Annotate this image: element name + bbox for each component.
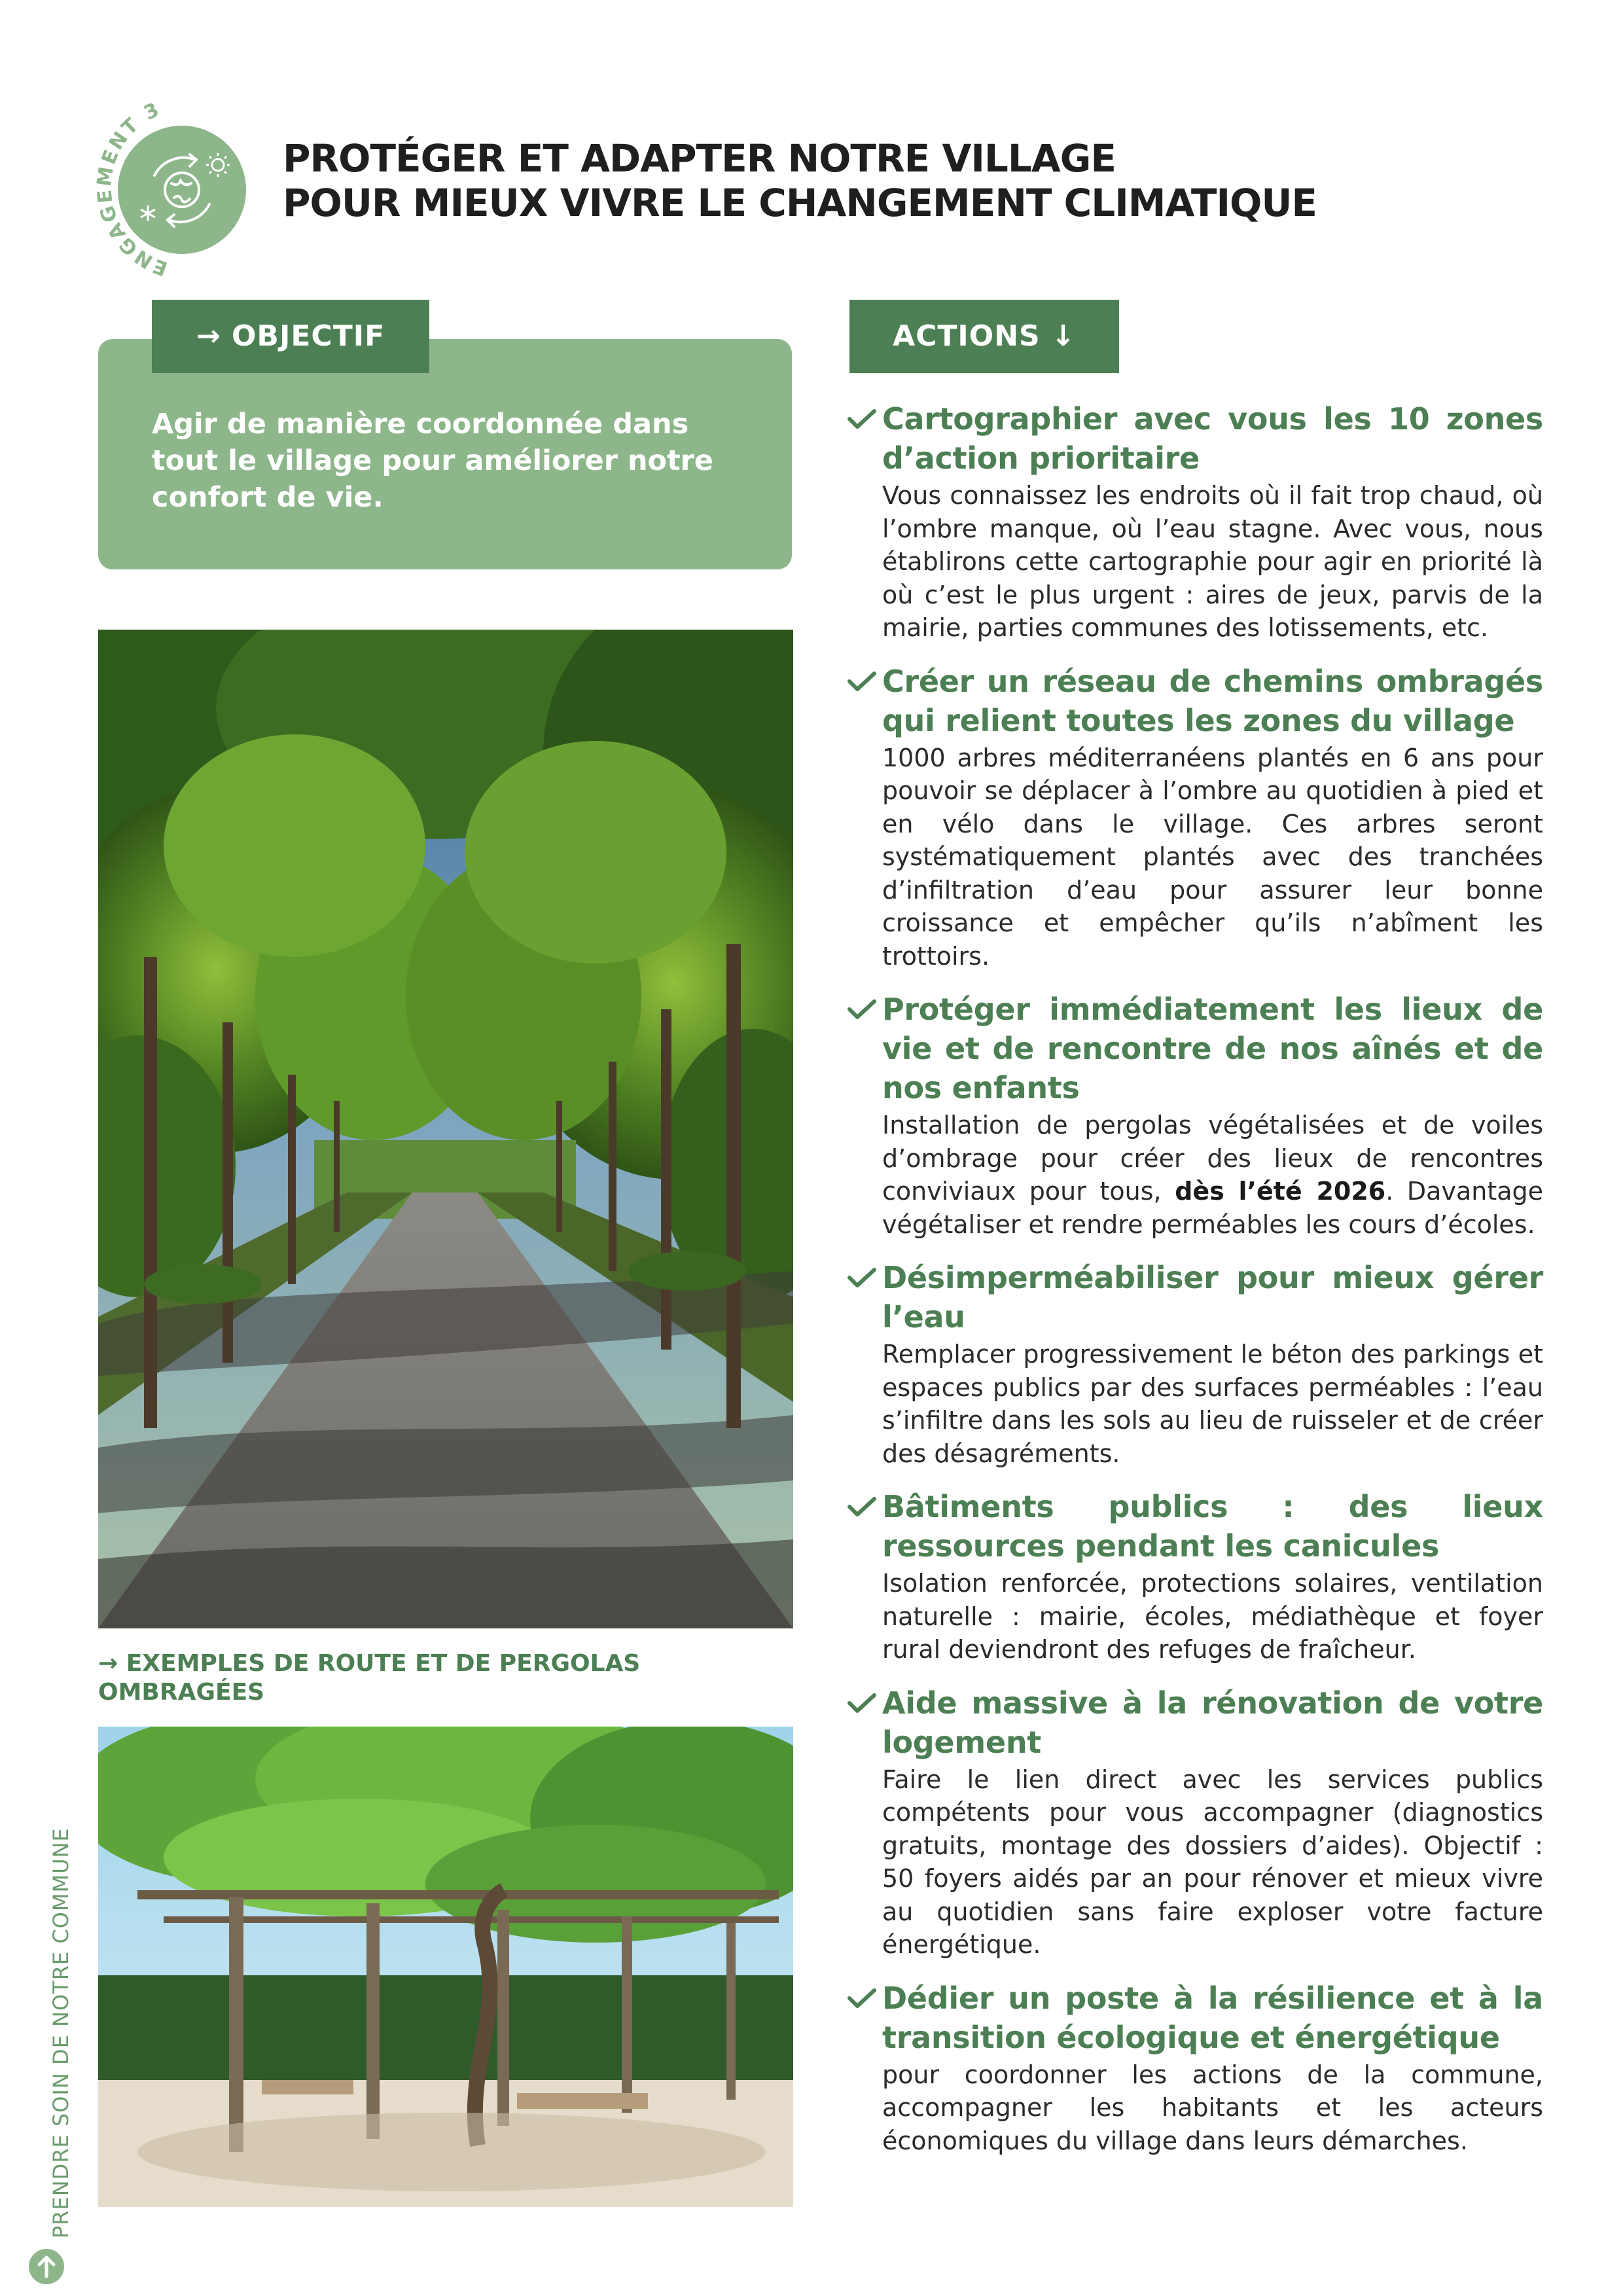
page-title-line2: POUR MIEUX VIVRE LE CHANGEMENT CLIMATIQUE [283, 181, 1317, 225]
action-body: Isolation renforcée, protections solaires, ventilation naturelle : mairie, écoles, médiathèque et foyer rural deviendront des refuges de fraîcheur. [882, 1569, 1543, 1664]
action-item [844, 662, 1543, 973]
action-title: Aide massive à la rénovation de votre logement [882, 1685, 1543, 1760]
check-icon [847, 1496, 877, 1518]
check-icon [847, 1988, 877, 2010]
badge-text: ENGAGEMENT 3 [92, 98, 171, 280]
objective-tag: → OBJECTIF [152, 300, 429, 373]
action-title: Désimperméabiliser pour mieux gérer l’eau [882, 1260, 1543, 1335]
action-body: Remplacer progressivement le béton des parkings et espaces publics par des surfaces perméables : l’eau s’infiltre dans les sols au lieu de ruisseler et de créer des désagréments. [882, 1340, 1543, 1468]
check-icon [847, 671, 877, 693]
check-icon [847, 408, 877, 431]
action-title: Bâtiments publics : des lieux ressources pendant les canicules [882, 1489, 1543, 1564]
action-title: Cartographier avec vous les 10 zones d’action prioritaire [882, 401, 1543, 476]
action-body-text: . Davantage végétaliser et rendre perméables les cours d’écoles. [882, 1177, 1544, 1239]
section-side-label: PRENDRE SOIN DE NOTRE COMMUNE [48, 1827, 73, 2238]
action-item [844, 1979, 1543, 2158]
arrow-up-circle-icon [27, 2248, 65, 2286]
action-item [844, 990, 1543, 1241]
page-title [283, 136, 1395, 225]
action-title: Créer un réseau de chemins ombragés qui relient toutes les zones du village [882, 663, 1543, 738]
objective-text: Agir de manière coordonnée dans tout le village pour améliorer notre confort de vie. [152, 408, 714, 514]
action-body: Vous connaissez les endroits où il fait trop chaud, où l’ombre manque, où l’eau stagne. Avec vous, nous établirons cette cartographie pour agir en priorité là où c’est le plus urgent : aires de jeux, parvis de la mairie, parties communes des lotissements, etc. [882, 481, 1543, 642]
actions-list [844, 399, 1543, 2157]
action-body: 1000 arbres méditerranéens plantés en 6 ans pour pouvoir se déplacer à l’ombre au quotidien à pied et en vélo dans le village. Ces arbres seront systématiquement plantés avec des tranchées d’infiltration d’eau pour assurer leur bonne croissance et empêcher qu’ils n’abîment les trottoirs. [882, 743, 1543, 971]
check-icon [847, 1267, 877, 1289]
engagement-badge [84, 92, 274, 281]
action-body-text: Installation de pergolas végétalisées et de voiles d’ombrage pour créer des lieux de rencontres conviviaux pour tous, [882, 1111, 1543, 1206]
action-title: Protéger immédiatement les lieux de vie et de rencontre de nos aînés et de nos enfants [882, 992, 1543, 1105]
pergola-photo [98, 1727, 793, 2207]
page-title-line1: PROTÉGER ET ADAPTER NOTRE VILLAGE [283, 136, 1116, 181]
photo-caption: → EXEMPLES DE ROUTE ET DE PERGOLAS OMBRAGÉES [98, 1650, 641, 1706]
action-title: Dédier un poste à la résilience et à la transition écologique et énergétique [882, 1980, 1543, 2055]
action-body: pour coordonner les actions de la commune, accompagner les habitants et les acteurs économiques du village dans leurs démarches. [882, 2060, 1543, 2155]
tree-lined-road-photo [98, 630, 793, 1628]
check-icon [847, 999, 877, 1021]
check-icon [847, 1693, 877, 1715]
action-item [844, 399, 1543, 645]
action-body: Faire le lien direct avec les services publics compétents pour vous accompagner (diagnostics gratuits, montage des dossiers d’aides). Objectif : 50 foyers aidés par an pour rénover et mieux vivre au quotidien sans faire exploser votre facture énergétique. [882, 1765, 1543, 1959]
action-body-highlight: dès l’été 2026 [1175, 1177, 1386, 1206]
action-body [882, 1109, 1543, 1241]
action-item [844, 1487, 1543, 1666]
actions-tag: ACTIONS ↓ [849, 300, 1119, 373]
action-item [844, 1258, 1543, 1470]
action-item [844, 1683, 1543, 1962]
